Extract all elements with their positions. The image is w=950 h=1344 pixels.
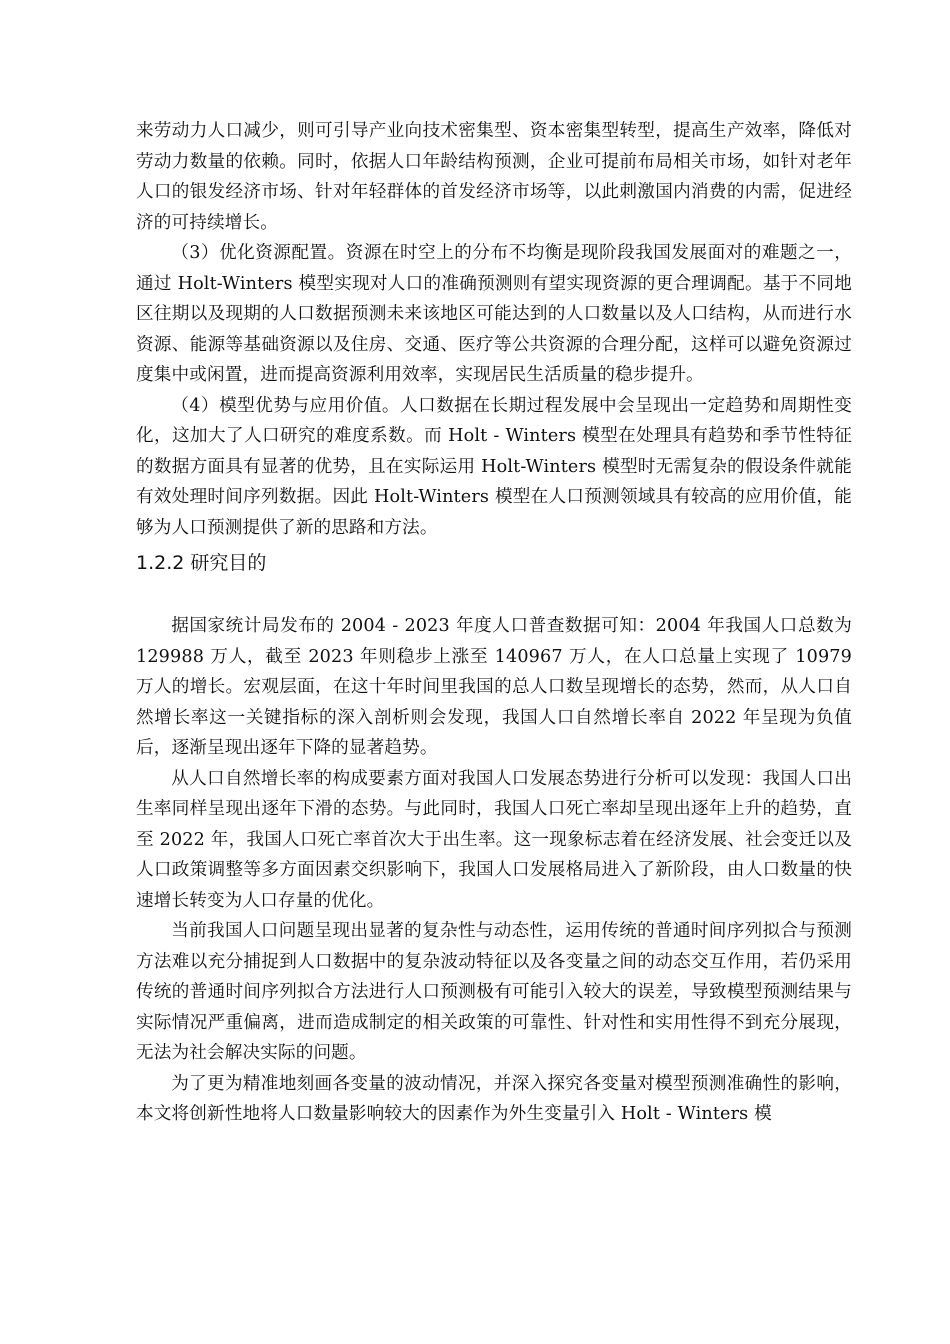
paragraph-model-advantages: （4）模型优势与应用价值。人口数据在长期过程发展中会呈现出一定趋势和周期性变化，这加大了人口研究的难度系数。而 Holt - Winters 模型在处理具有趋势和季节性特征的数据方面具有显著的优势，且在实际运用 Holt-Winters 模型时无需复杂的假设条件就能有效处理时间序列数据。因此 Holt-Winters 模型在人口预测领域具有较高的应用价值，能够为人口预测提供了新的思路和方法。 — [136, 395, 852, 538]
paragraph-purpose: 为了更为精准地刻画各变量的波动情况，并深入探究各变量对模型预测准确性的影响，本文将创新性地将人口数量影响较大的因素作为外生变量引入 Holt - Winters 模 — [136, 1073, 852, 1124]
paragraph-complexity: 当前我国人口问题呈现出显著的复杂性与动态性，运用传统的普通时间序列拟合与预测方法难以充分捕捉到人口数据中的复杂波动特征以及各变量之间的动态交互作用，若仍采用传统的普通时间序列拟合方法进行人口预测极有可能引入较大的误差，导致模型预测结果与实际情况严重偏离，进而造成制定的相关政策的可靠性、针对性和实用性得不到充分展现，无法为社会解决实际的问题。 — [136, 921, 852, 1063]
paragraph-growth-rate: 从人口自然增长率的构成要素方面对我国人口发展态势进行分析可以发现：我国人口出生率同样呈现出逐年下滑的态势。与此同时，我国人口死亡率却呈现出逐年上升的趋势，直至 2022 年，我国人口死亡率首次大于出生率。这一现象标志着在经济发展、社会变迁以及人口政策调整等多方面因素交织影响下，我国人口发展格局进入了新阶段，由人口数量的快速增长转变为人口存量的优化。 — [136, 768, 852, 911]
paragraph-optimize-resources: （3）优化资源配置。资源在时空上的分布不均衡是现阶段我国发展面对的难题之一，通过 Holt-Winters 模型实现对人口的准确预测则有望实现资源的更合理调配。基于不同地区往期以及现期的人口数据预测未来该地区可能达到的人口数量以及人口结构，从而进行水资源、能源等基础资源以及住房、交通、医疗等公共资源的合理分配，这样可以避免资源过度集中或闲置，进而提高资源利用效率，实现居民生活质量的稳步提升。 — [136, 243, 852, 385]
section-heading: 1.2.2 研究目的 — [136, 552, 267, 574]
paragraph-statistics: 据国家统计局发布的 2004 - 2023 年度人口普查数据可知：2004 年我国人口总数为 129988 万人，截至 2023 年则稳步上涨至 140967 万人，在人口总量上实现了 10979 万人的增长。宏观层面，在这十年时间里我国的总人口数呈现增长的态势，然而，从人口自然增长率这一关键指标的深入剖析则会发现，我国人口自然增长率自 2022 年呈现为负值后，逐渐呈现出逐年下降的显著趋势。 — [136, 616, 852, 758]
paragraph-continued: 来劳动力人口减少，则可引导产业向技术密集型、资本密集型转型，提高生产效率，降低对劳动力数量的依赖。同时，依据人口年龄结构预测，企业可提前布局相关市场，如针对老年人口的银发经济市场、针对年轻群体的首发经济市场等，以此刺激国内消费的内需，促进经济的可持续增长。 — [136, 121, 852, 233]
document-page — [136, 116, 852, 1130]
